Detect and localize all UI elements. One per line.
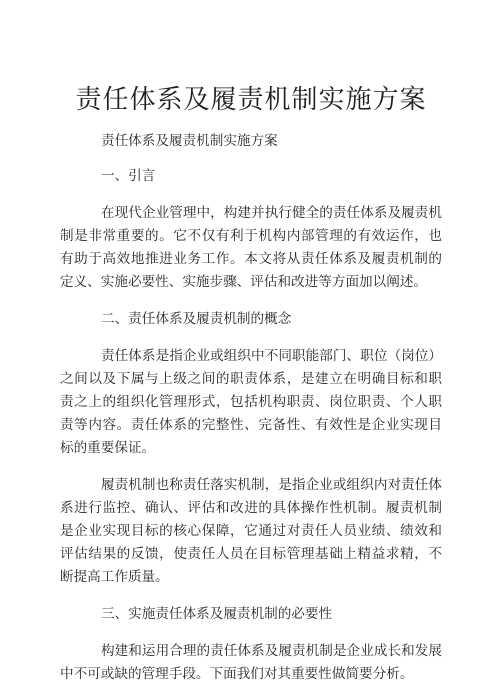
paragraph-line: 中不可或缺的管理手段。下面我们对其重要性做简要分析。: [60, 666, 414, 682]
paragraph-line: 责等内容。责任体系的完整性、完备性、有效性是企业实现目: [60, 417, 442, 433]
paragraph-line: 在现代企业管理中，构建并执行健全的责任体系及履责机: [101, 205, 442, 221]
paragraph-intro: [60, 202, 442, 294]
section-heading-intro: 一、引言: [101, 168, 156, 184]
paragraph-necessity: [60, 640, 442, 686]
paragraph-concept-2: [60, 474, 442, 589]
section-heading-necessity: 三、实施责任体系及履责机制的必要性: [101, 606, 333, 622]
section-heading-concept: 二、责任体系及履责机制的概念: [101, 311, 292, 327]
document-subtitle: 责任体系及履责机制实施方案: [101, 133, 278, 149]
paragraph-line: 责之上的组织化管理形式，包括机构职责、岗位职责、个人职: [60, 394, 442, 410]
paragraph-line: 之间以及下属与上级之间的职责体系，是建立在明确目标和职: [60, 371, 442, 387]
paragraph-line: 制是非常重要的。它不仅有利于机构内部管理的有效运作，也: [60, 228, 442, 244]
paragraph-line: 构建和运用合理的责任体系及履责机制是企业成长和发展: [101, 643, 442, 659]
paragraph-line: 定义、实施必要性、实施步骤、评估和改进等方面加以阐述。: [60, 274, 428, 290]
document-body: [60, 130, 442, 686]
paragraph-line: 有助于高效地推进业务工作。本文将从责任体系及履责机制的: [60, 251, 442, 267]
paragraph-concept-1: [60, 345, 442, 460]
document-title: 责任体系及履责机制实施方案: [75, 85, 427, 115]
paragraph-line: 断提高工作质量。: [60, 569, 169, 585]
paragraph-line: 是企业实现目标的核心保障，它通过对责任人员业绩、绩效和: [60, 523, 442, 539]
paragraph-line: 责任体系是指企业或组织中不同职能部门、职位（岗位）: [101, 348, 442, 364]
paragraph-line: 标的重要保证。: [60, 440, 156, 456]
paragraph-line: 履责机制也称责任落实机制，是指企业或组织内对责任体: [101, 477, 442, 493]
paragraph-line: 系进行监控、确认、评估和改进的具体操作性机制。履责机制: [60, 500, 442, 516]
paragraph-line: 评估结果的反馈，使责任人员在目标管理基础上精益求精，不: [60, 546, 442, 562]
